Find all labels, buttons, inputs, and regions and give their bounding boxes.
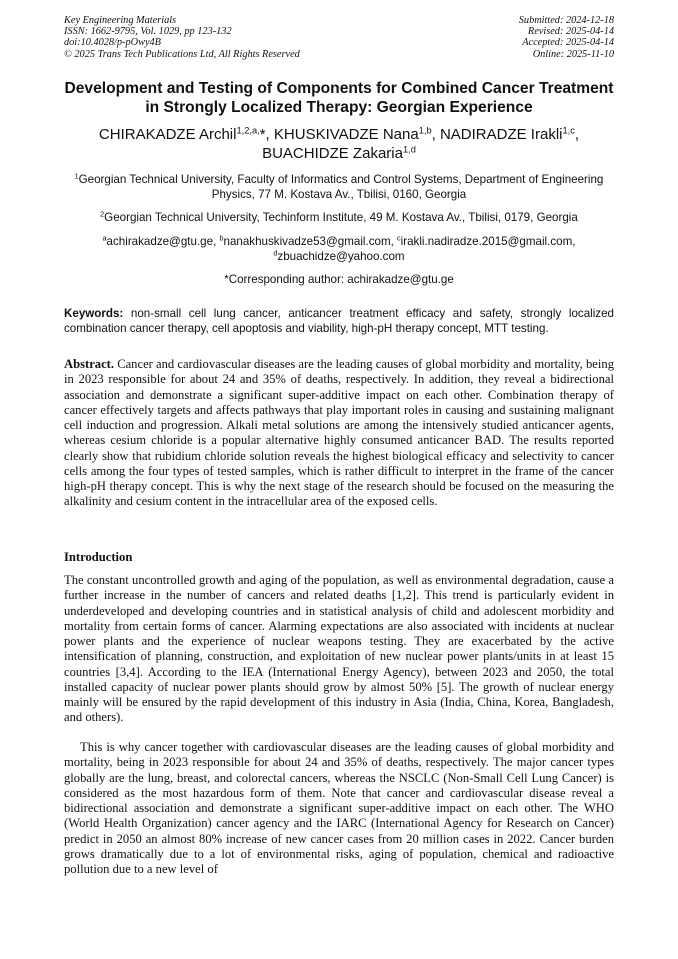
aff-sup: 1 bbox=[74, 171, 79, 181]
aff-sup: 2 bbox=[100, 209, 105, 219]
author bbox=[262, 145, 416, 162]
journal-name: Key Engineering Materials bbox=[64, 15, 177, 26]
dates-info bbox=[519, 15, 614, 60]
journal-info bbox=[64, 15, 300, 60]
affiliation-1 bbox=[60, 172, 618, 202]
section-heading-introduction: Introduction bbox=[64, 550, 133, 564]
intro-paragraph-2: This is why cancer together with cardiovascular diseases are the leading causes of global morbidity and mortality, being in 2023 responsible for about 24 and 35% of deaths, respectively. The major cancer types globally are the lung, breast, and colorectal cancers, whereas the NSCLC (Non-Small Cell Lung Cancer) is considered as the most hazardous form of them. Note that cancer and cardiovascular disease reveal a bidirectional association and demonstrate a significant super-additive impact on each other. The WHO (World Health Organization) cancer agency and the IARC (International Agency for Research on Cancer) predict in 2050 an almost 80% increase of new cancer cases from 20 million cases in 2022. Cancer burden grows dramatically due to a lot of environmental risks, aging of population, chemical and radioactive pollution due to a new level of bbox=[64, 740, 614, 876]
doi: doi:10.4028/p-pOwy4B bbox=[64, 37, 161, 49]
author-sup: 1,c bbox=[562, 125, 575, 136]
author bbox=[274, 126, 440, 143]
intro-paragraph-1: The constant uncontrolled growth and aging of the population, as well as environmental degradation, cause a further increase in the number of cancers and related deaths [1,2]. This trend is particularly evident in underdeveloped and developing countries and in statistical analysis of child and adolescent morbidity and mortality from certain forms of cancer. Alarming expectations are also associated with incidents at nuclear power plants and the experience of nuclear weapons testing. They are exacerbated by the active intensification of planning, construction, and exploitation of new nuclear power plants/units in at least 15 countries [3,4]. According to the IEA (International Energy Agency), between 2023 and 2050, the total installed capacity of nuclear power plants should grow by almost 50% [5]. The growth of nuclear energy mainly will be ensured by the rapid development of this industry in Asia (India, China, Korea, Bangladesh, and others). bbox=[64, 573, 614, 725]
email[interactable]: zbuachidze@yahoo.com bbox=[277, 250, 405, 263]
accepted-date: Accepted: 2025-04-14 bbox=[522, 37, 614, 49]
aff-text: Georgian Technical University, Faculty of Informatics and Control Systems, Department of Engineering Physics, 77 M. Kostava Av., Tbilisi, 0160, Georgia bbox=[78, 173, 604, 201]
revised-date: Revised: 2025-04-14 bbox=[527, 26, 614, 38]
author-name: NADIRADZE Irakli bbox=[439, 126, 563, 143]
email-list bbox=[60, 234, 618, 264]
author-sep: , bbox=[431, 126, 440, 143]
email[interactable]: achirakadze@gtu.ge, bbox=[106, 235, 220, 248]
author-sup: 1,2,a, bbox=[236, 125, 260, 136]
corresponding-author: *Corresponding author: achirakadze@gtu.ge bbox=[224, 273, 454, 286]
copyright: © 2025 Trans Tech Publications Ltd, All Rights Reserved bbox=[64, 48, 300, 60]
email[interactable]: nanakhuskivadze53@gmail.com, bbox=[223, 235, 398, 248]
paper-title: Development and Testing of Components for Combined Cancer Treatment in Strongly Localized Therapy: Georgian Experience bbox=[64, 80, 614, 116]
email-sup: a bbox=[102, 233, 107, 243]
keywords bbox=[64, 306, 614, 336]
submitted-date: Submitted: 2024-12-18 bbox=[518, 15, 614, 26]
email-sup: d bbox=[273, 248, 278, 258]
author bbox=[99, 126, 274, 143]
online-date: Online: 2025-11-10 bbox=[532, 48, 614, 60]
author-sup: 1,b bbox=[418, 125, 432, 136]
author-sup: 1,d bbox=[402, 144, 416, 155]
issn: ISSN: 1662-9795, Vol. 1029, pp 123-132 bbox=[64, 26, 232, 38]
email[interactable]: irakli.nadiradze.2015@gmail.com, bbox=[400, 235, 576, 248]
keywords-text: non-small cell lung cancer, anticancer treatment efficacy and safety, strongly localized combination cancer therapy, cell apoptosis and viability, high-pH therapy concept, MTT testing. bbox=[64, 307, 614, 335]
email-sup: c bbox=[397, 233, 401, 243]
author-name: CHIRAKADZE Archil bbox=[98, 126, 237, 143]
author-name: BUACHIDZE Zakaria bbox=[262, 145, 403, 162]
author-sep: *, bbox=[259, 126, 274, 143]
affiliation-2 bbox=[60, 210, 618, 225]
author bbox=[440, 126, 579, 143]
abstract bbox=[64, 357, 614, 510]
author-name: KHUSKIVADZE Nana bbox=[273, 126, 419, 143]
aff-text: Georgian Technical University, Techinform Institute, 49 M. Kostava Av., Tbilisi, 0179, Georgia bbox=[104, 211, 578, 224]
email-sup: b bbox=[219, 233, 224, 243]
keywords-label: Keywords: bbox=[64, 307, 124, 320]
author-list bbox=[60, 125, 618, 163]
author-sep: , bbox=[574, 126, 580, 143]
abstract-text: Cancer and cardiovascular diseases are the leading causes of global morbidity and mortality, being in 2023 responsible for about 24 and 35% of deaths, respectively. In addition, they reveal a bidirectional association and demonstrate a significant super-additive impact on each other. Combination therapy of cancer effectively targets and affects pathways that play important roles in causing and sustaining malignant cell induction and progression. Alkali metal solutions are among the intensively studied anticancer agents, whereas cesium chloride is a popular alternative highly consumed anticancer BAD. The results reported clearly show that rubidium chloride solution reveals the highest biological efficacy and selectivity to cancer cells among the four types of tested samples, which is rather difficult to interpret in the frame of the cancer high-pH therapy concept. This is why the next stage of the research should be focused on the measuring the alkalinity and cesium content in the intracellular area of the exposed cells. bbox=[64, 357, 614, 509]
abstract-label: Abstract. bbox=[64, 357, 115, 371]
